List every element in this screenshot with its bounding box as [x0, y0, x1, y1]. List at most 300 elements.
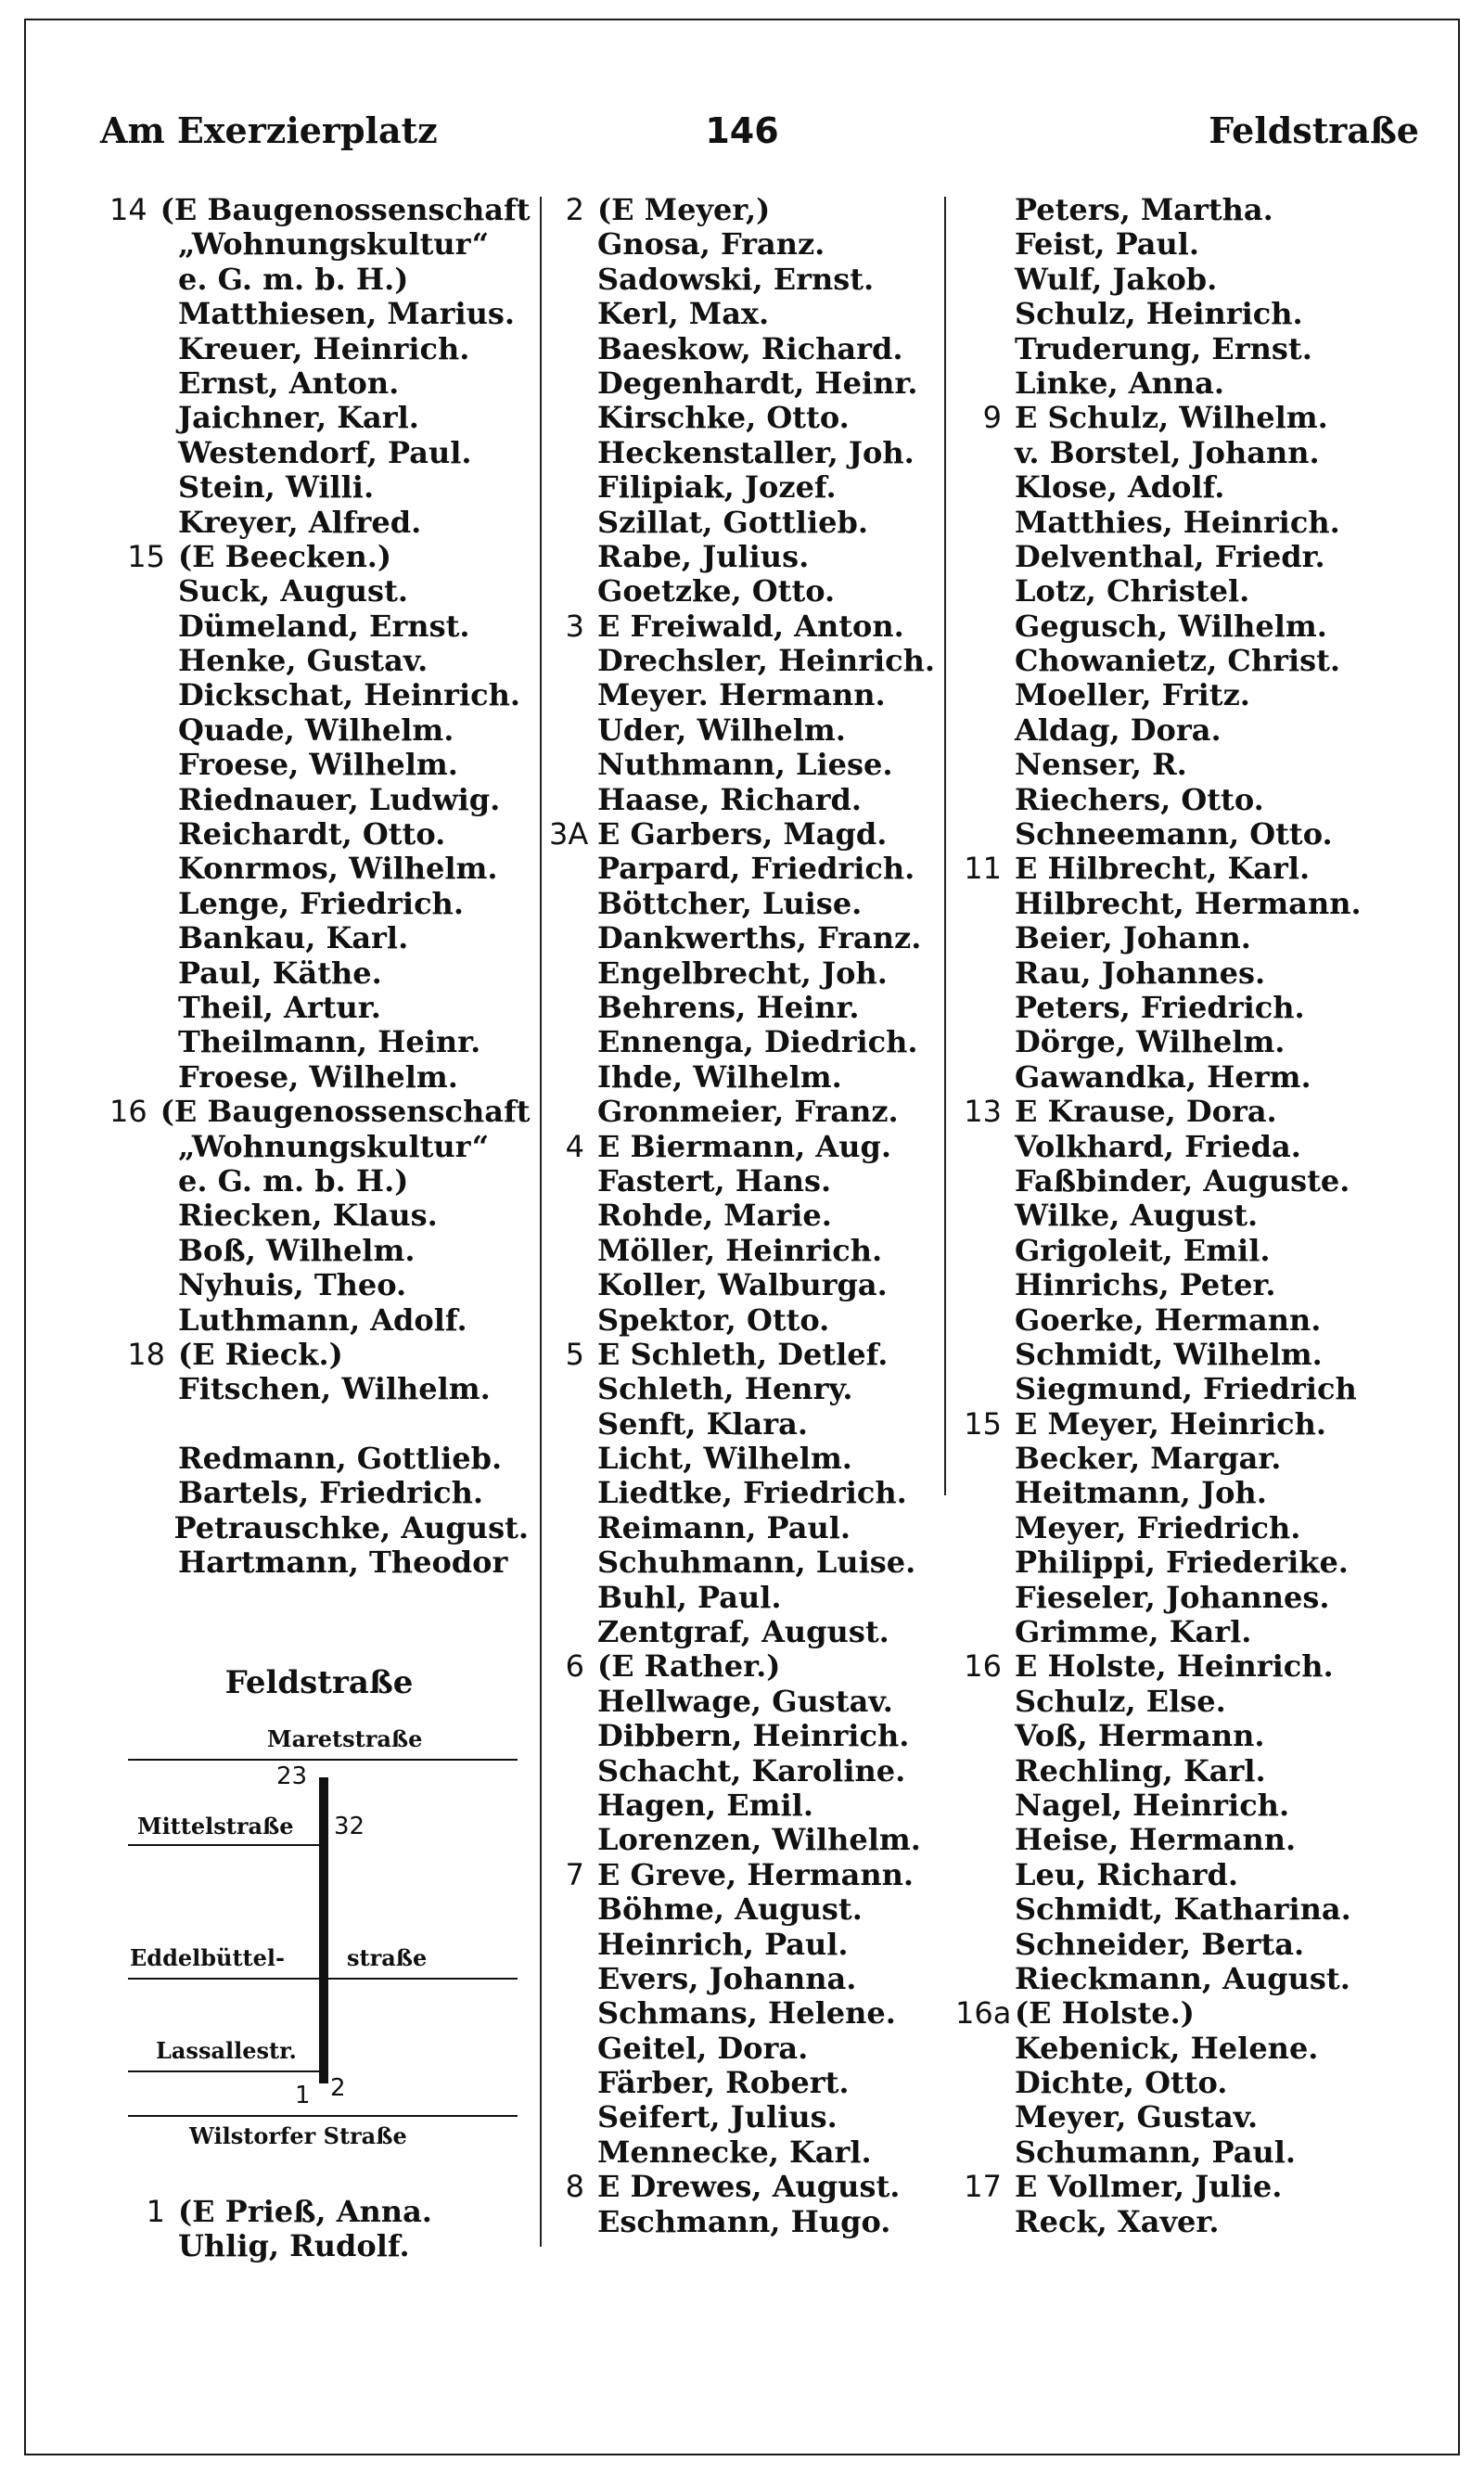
resident-name: E Krause, Dora.: [1015, 1094, 1277, 1130]
resident-name: Meyer, Friedrich.: [1015, 1509, 1301, 1545]
house-number: [955, 713, 1015, 748]
house-number: 14: [109, 192, 147, 227]
house-number: 7: [565, 1856, 584, 1892]
resident-name: (E Baugenossenschaft: [160, 192, 531, 227]
entry-line: [109, 1164, 529, 1199]
entry-line: [955, 2066, 1456, 2100]
resident-name: Riecken, Klaus.: [178, 1198, 438, 1234]
house-number: [955, 332, 1015, 366]
house-number: [549, 2032, 597, 2066]
house-number: [109, 609, 178, 644]
entry-line: [955, 263, 1456, 297]
resident-name: Fieseler, Johannes.: [1015, 1579, 1330, 1615]
resident-name: Moeller, Fritz.: [1015, 677, 1250, 713]
resident-name: Lenge, Friedrich.: [178, 885, 464, 921]
house-number: [549, 1788, 597, 1823]
resident-name: Dümeland, Ernst.: [178, 608, 470, 644]
house-number: [109, 887, 178, 921]
resident-name: Böhme, August.: [597, 1891, 863, 1928]
house-number: [549, 436, 597, 470]
resident-name: Gegusch, Wilhelm.: [1015, 608, 1327, 644]
entry-line: [109, 332, 529, 366]
entry-line: [955, 1962, 1456, 1996]
house-number: [109, 436, 178, 470]
house-number: [549, 297, 597, 331]
entry-line: [109, 366, 529, 401]
house-number: [109, 1476, 178, 1510]
house-number: [955, 1303, 1015, 1338]
resident-name: Ennenga, Diedrich.: [597, 1024, 918, 1060]
resident-name: Paul, Käthe.: [178, 955, 382, 991]
resident-name: Färber, Robert.: [597, 2065, 850, 2101]
entry-line: [109, 609, 529, 644]
resident-name: Chowanietz, Christ.: [1015, 643, 1341, 679]
resident-name: Henke, Gustav.: [178, 643, 429, 679]
house-number: [955, 297, 1015, 331]
house-number: [955, 1928, 1015, 1962]
resident-name: Heinrich, Paul.: [597, 1926, 849, 1962]
resident-name: Westendorf, Paul.: [178, 434, 472, 470]
house-number: [549, 1892, 597, 1927]
house-number: [955, 227, 1015, 262]
house-number: [549, 1476, 597, 1510]
house-number: [955, 748, 1015, 782]
resident-name: Dibbern, Heinrich.: [597, 1718, 910, 1754]
column-middle: [549, 193, 939, 2239]
entry-line: [109, 574, 529, 609]
entry-line: [955, 1754, 1456, 1788]
resident-name: Rieckmann, August.: [1015, 1960, 1350, 1996]
entry-line: [549, 1719, 939, 1753]
entry-line: [549, 574, 939, 609]
house-number: 8: [565, 2169, 584, 2205]
entry-line: [549, 852, 939, 886]
entry-line: [955, 506, 1456, 540]
resident-name: Heckenstaller, Joh.: [597, 434, 915, 470]
entry-line: [109, 193, 529, 227]
entry-line: [955, 2205, 1456, 2239]
house-number: [549, 2100, 597, 2134]
entry-line: [955, 1928, 1456, 1962]
house-number: [549, 1545, 597, 1580]
house-number: [955, 1754, 1015, 1788]
entry-line: [549, 1962, 939, 1996]
resident-name: Kreuer, Heinrich.: [178, 330, 470, 366]
resident-name: Koller, Walburga.: [597, 1267, 888, 1303]
house-number: [955, 887, 1015, 921]
entry-line: [955, 366, 1456, 401]
street-label-bottom: Wilstorfer Straße: [189, 2122, 407, 2149]
resident-name: Theil, Artur.: [178, 989, 381, 1025]
resident-name: Aldag, Dora.: [1015, 711, 1222, 748]
resident-name: Meyer. Hermann.: [597, 677, 886, 713]
resident-name: Sadowski, Ernst.: [597, 261, 875, 297]
resident-name: Bartels, Friedrich.: [178, 1475, 484, 1511]
entry-line: [109, 1372, 529, 1406]
entry-line: [549, 921, 939, 955]
column-left: [109, 193, 529, 1581]
resident-name: Klose, Adolf.: [1015, 469, 1225, 506]
house-number: 9: [982, 400, 1002, 436]
entry-line: [955, 644, 1456, 678]
entry-line: [955, 1892, 1456, 1927]
entry-line: [109, 817, 529, 852]
resident-name: Evers, Johanna.: [597, 1960, 857, 1996]
resident-name: E Drewes, August.: [597, 2169, 901, 2205]
resident-name: E Hilbrecht, Karl.: [1015, 851, 1311, 887]
entry-line: [549, 1095, 939, 1129]
house-number: [109, 713, 178, 748]
resident-name: Boß, Wilhelm.: [178, 1232, 416, 1268]
resident-name: E Holste, Heinrich.: [1015, 1648, 1334, 1685]
entry-line: [549, 1199, 939, 1233]
entry-line: [109, 1545, 529, 1580]
entry-line: [109, 470, 529, 505]
resident-name: Gnosa, Franz.: [597, 226, 825, 263]
resident-name: (E Rather.): [597, 1648, 781, 1685]
house-number: [955, 1199, 1015, 1233]
resident-name: Kreyer, Alfred.: [178, 504, 422, 540]
resident-name: e. G. m. b. H.): [178, 261, 409, 297]
entry-line: [109, 401, 529, 435]
house-number: 1: [295, 2082, 311, 2109]
street-label-eddel-2: straße: [347, 1944, 428, 1971]
resident-name: Eschmann, Hugo.: [597, 2203, 891, 2239]
entry-line: [955, 1823, 1456, 1857]
entry-line: [955, 2100, 1456, 2134]
entry-line: [955, 540, 1456, 574]
house-number: [549, 644, 597, 678]
resident-name: Lotz, Christel.: [1015, 573, 1250, 609]
resident-name: Fastert, Hans.: [597, 1162, 832, 1199]
entry-line: [549, 1268, 939, 1302]
resident-name: Becker, Margar.: [1015, 1441, 1282, 1477]
entry-line: [549, 2066, 939, 2100]
house-number: [955, 2032, 1015, 2066]
resident-name: E Garbers, Magd.: [597, 816, 888, 852]
resident-name: Liedtke, Friedrich.: [597, 1475, 907, 1511]
resident-name: Grimme, Karl.: [1015, 1614, 1252, 1650]
resident-name: Senft, Klara.: [597, 1405, 808, 1442]
house-number: [955, 436, 1015, 470]
house-number: 16: [109, 1094, 147, 1130]
entry-line: [109, 713, 529, 748]
house-number: [549, 1685, 597, 1719]
entry-line: [549, 748, 939, 782]
resident-name: Rau, Johannes.: [1015, 955, 1266, 991]
resident-name: Parpard, Friedrich.: [597, 851, 915, 887]
house-number: [955, 1268, 1015, 1302]
house-number: [549, 713, 597, 748]
entry-line: [955, 852, 1456, 886]
house-number: [549, 263, 597, 297]
resident-name: Luthmann, Adolf.: [178, 1301, 467, 1338]
house-number: [549, 1095, 597, 1129]
entry-line: [955, 783, 1456, 817]
entry-line: [549, 1892, 939, 1927]
house-number: [109, 1199, 178, 1233]
house-number: [109, 1407, 178, 1442]
resident-name: Bankau, Karl.: [178, 920, 409, 956]
house-number: [549, 540, 597, 574]
house-number: [549, 1268, 597, 1302]
entry-line: [549, 2205, 939, 2239]
house-number: [955, 644, 1015, 678]
resident-name: Faßbinder, Auguste.: [1015, 1162, 1350, 1199]
entry-line: [109, 1234, 529, 1268]
entry-line: [109, 1095, 529, 1129]
entry-line: [549, 1685, 939, 1719]
entry-line: [549, 1234, 939, 1268]
house-number: [549, 506, 597, 540]
house-number: [549, 574, 597, 609]
entry-line: [109, 644, 529, 678]
resident-name: E Meyer, Heinrich.: [1015, 1405, 1326, 1442]
entry-line: [109, 678, 529, 712]
house-number: [549, 1511, 597, 1545]
house-number: [955, 1892, 1015, 1927]
entry-line: [955, 1407, 1456, 1442]
house-number: [109, 1372, 178, 1406]
house-number: [955, 1130, 1015, 1164]
resident-name: E Freiwald, Anton.: [597, 608, 904, 644]
house-number: [549, 1719, 597, 1753]
house-number: [955, 956, 1015, 991]
entry-line: [549, 1025, 939, 1059]
running-head-right: Feldstraße: [1209, 109, 1419, 151]
resident-name: Nenser, R.: [1015, 747, 1187, 783]
entry-line: [549, 956, 939, 991]
resident-name: Delventhal, Friedr.: [1015, 538, 1325, 574]
resident-name: Kerl, Max.: [597, 296, 770, 332]
house-number: [549, 1754, 597, 1788]
house-number: [549, 1996, 597, 2031]
page-number: 146: [705, 110, 779, 151]
resident-name: Szillat, Gottlieb.: [597, 504, 868, 540]
entry-line: [549, 1164, 939, 1199]
entry-line: [549, 1511, 939, 1545]
resident-name: Rohde, Marie.: [597, 1198, 832, 1234]
entry-line: [955, 1476, 1456, 1510]
resident-name: Fitschen, Wilhelm.: [178, 1371, 491, 1407]
entry-line: [109, 1268, 529, 1302]
house-number: [549, 2135, 597, 2170]
house-number: [109, 506, 178, 540]
house-number: [109, 574, 178, 609]
resident-name: Haase, Richard.: [597, 781, 862, 817]
house-number: 2: [330, 2074, 346, 2102]
entry-line: [955, 1025, 1456, 1059]
house-number: [109, 644, 178, 678]
entry-line: [549, 2135, 939, 2170]
resident-name: Schmans, Helene.: [597, 1995, 896, 2032]
resident-name: Redmann, Gottlieb.: [178, 1441, 503, 1477]
house-number: [955, 1476, 1015, 1510]
entry-line: [549, 1581, 939, 1615]
house-number: [955, 2066, 1015, 2100]
house-number: [955, 1858, 1015, 1892]
house-number: [109, 1442, 178, 1476]
house-number: 13: [964, 1094, 1002, 1130]
entry-line: [549, 1858, 939, 1892]
house-number: [549, 956, 597, 991]
entry-line: [955, 1372, 1456, 1406]
resident-name: Schumann, Paul.: [1015, 2134, 1297, 2170]
house-number: [955, 1338, 1015, 1372]
house-number: [955, 1615, 1015, 1649]
house-number: [955, 921, 1015, 955]
house-number: [109, 852, 178, 886]
resident-name: Schulz, Heinrich.: [1015, 296, 1303, 332]
resident-name: Reck, Xaver.: [1015, 2203, 1220, 2239]
resident-name: (E Meyer,): [597, 192, 771, 227]
entry-line: [955, 1338, 1456, 1372]
resident-name: Peters, Martha.: [1015, 192, 1273, 227]
resident-name: Matthiesen, Marius.: [178, 296, 516, 332]
house-number: [955, 1685, 1015, 1719]
house-number: 2: [565, 192, 584, 227]
house-number: 23: [276, 1763, 308, 1790]
entry-line: [109, 1511, 529, 1545]
entry-line: [955, 1442, 1456, 1476]
resident-name: Kirschke, Otto.: [597, 400, 850, 436]
street-line: [128, 1759, 518, 1761]
house-number: [549, 1442, 597, 1476]
entry-line: [955, 678, 1456, 712]
street-main-vertical: [319, 1777, 328, 2083]
entry-line: [109, 227, 529, 262]
resident-name: Licht, Wilhelm.: [597, 1441, 852, 1477]
house-number: [109, 401, 178, 435]
house-number: 3: [565, 608, 584, 644]
entry-line: [955, 887, 1456, 921]
entry-line: [955, 1234, 1456, 1268]
resident-name: (E Baugenossenschaft: [160, 1094, 531, 1130]
house-number: [549, 227, 597, 262]
resident-name: E Vollmer, Julie.: [1015, 2169, 1283, 2205]
resident-name: Rechling, Karl.: [1015, 1752, 1266, 1788]
resident-name: (E Beecken.): [178, 538, 391, 574]
house-number: [955, 1234, 1015, 1268]
entry-line: [955, 1130, 1456, 1164]
house-number: [109, 783, 178, 817]
resident-name: Hilbrecht, Hermann.: [1015, 885, 1362, 921]
resident-name: Böttcher, Luise.: [597, 885, 863, 921]
entry-line: [549, 2100, 939, 2134]
resident-name: Schneemann, Otto.: [1015, 816, 1333, 852]
entry-line: [549, 1649, 939, 1684]
entry-line: [955, 1164, 1456, 1199]
entry-line: [109, 1199, 529, 1233]
resident-name: Heise, Hermann.: [1015, 1822, 1297, 1858]
entry-line: [955, 470, 1456, 505]
entry-line: [109, 887, 529, 921]
house-number: [955, 817, 1015, 852]
house-number: [109, 1545, 178, 1580]
street-label-lassalle: Lassallestr.: [156, 2037, 297, 2064]
entry-line: [549, 366, 939, 401]
resident-name: Dankwerths, Franz.: [597, 920, 922, 956]
resident-name: Schneider, Berta.: [1015, 1926, 1305, 1962]
entry-line: [955, 574, 1456, 609]
house-number: [109, 1060, 178, 1095]
house-number: [549, 332, 597, 366]
house-number: [549, 991, 597, 1025]
entry-line: 1 (E Prieß, Anna. Uhlig, Rudolf.: [146, 2194, 432, 2264]
resident-name: Schulz, Else.: [1015, 1683, 1226, 1719]
entry-line: [549, 991, 939, 1025]
entry-line: [955, 2032, 1456, 2066]
house-number: [549, 2205, 597, 2239]
street-label-top: Maretstraße: [267, 1725, 423, 1752]
house-number: [549, 1581, 597, 1615]
resident-name: Reimann, Paul.: [597, 1509, 851, 1545]
entry-line: [549, 644, 939, 678]
street-diagram: [128, 1725, 518, 2171]
resident-name: Hellwage, Gustav.: [597, 1683, 893, 1719]
resident-name: Linke, Anna.: [1015, 365, 1224, 401]
house-number: [109, 470, 178, 505]
house-number: [549, 1823, 597, 1857]
house-number: 11: [964, 851, 1002, 887]
resident-name: Nagel, Heinrich.: [1015, 1787, 1290, 1823]
resident-name: Schmidt, Katharina.: [1015, 1891, 1351, 1928]
resident-name: Froese, Wilhelm.: [178, 747, 458, 783]
column-divider: [944, 197, 946, 1495]
house-number: [955, 991, 1015, 1025]
house-number: [549, 1962, 597, 1996]
house-number: [955, 1719, 1015, 1753]
house-number: 18: [127, 1336, 165, 1372]
entry-line: [955, 1545, 1456, 1580]
entry-line: [955, 2170, 1456, 2204]
entry-line: [109, 297, 529, 331]
house-number: [549, 921, 597, 955]
house-number: [109, 366, 178, 401]
house-number: [549, 783, 597, 817]
resident-name: Lorenzen, Wilhelm.: [597, 1822, 921, 1858]
house-number: [549, 401, 597, 435]
house-number: [109, 817, 178, 852]
resident-name: „Wohnungskultur“: [178, 226, 490, 263]
resident-name: Meyer, Gustav.: [1015, 2099, 1259, 2135]
house-number: 17: [964, 2169, 1002, 2205]
resident-name: Volkhard, Frieda.: [1015, 1128, 1301, 1164]
resident-name: Siegmund, Friedrich: [1015, 1371, 1357, 1407]
entry-line: [109, 1407, 529, 1442]
entry-line: [109, 1442, 529, 1476]
resident-name: Engelbrecht, Joh.: [597, 955, 888, 991]
resident-name: Spektor, Otto.: [597, 1301, 830, 1338]
entry-line: [109, 1476, 529, 1510]
resident-name: „Wohnungskultur“: [178, 1128, 490, 1164]
house-number: [955, 366, 1015, 401]
house-number: [109, 227, 178, 262]
house-number: [549, 1407, 597, 1442]
entry-line: [109, 783, 529, 817]
column-divider: [540, 197, 542, 2247]
house-number: [549, 1234, 597, 1268]
entry-line: [109, 436, 529, 470]
resident-name: Filipiak, Jozef.: [597, 469, 837, 506]
house-number: [549, 1615, 597, 1649]
entry-line: [549, 1996, 939, 2031]
entry-line: [109, 1025, 529, 1059]
house-number: [109, 332, 178, 366]
entry-line: [109, 991, 529, 1025]
resident-name: Hagen, Emil.: [597, 1787, 813, 1823]
entry-line: [955, 2135, 1456, 2170]
